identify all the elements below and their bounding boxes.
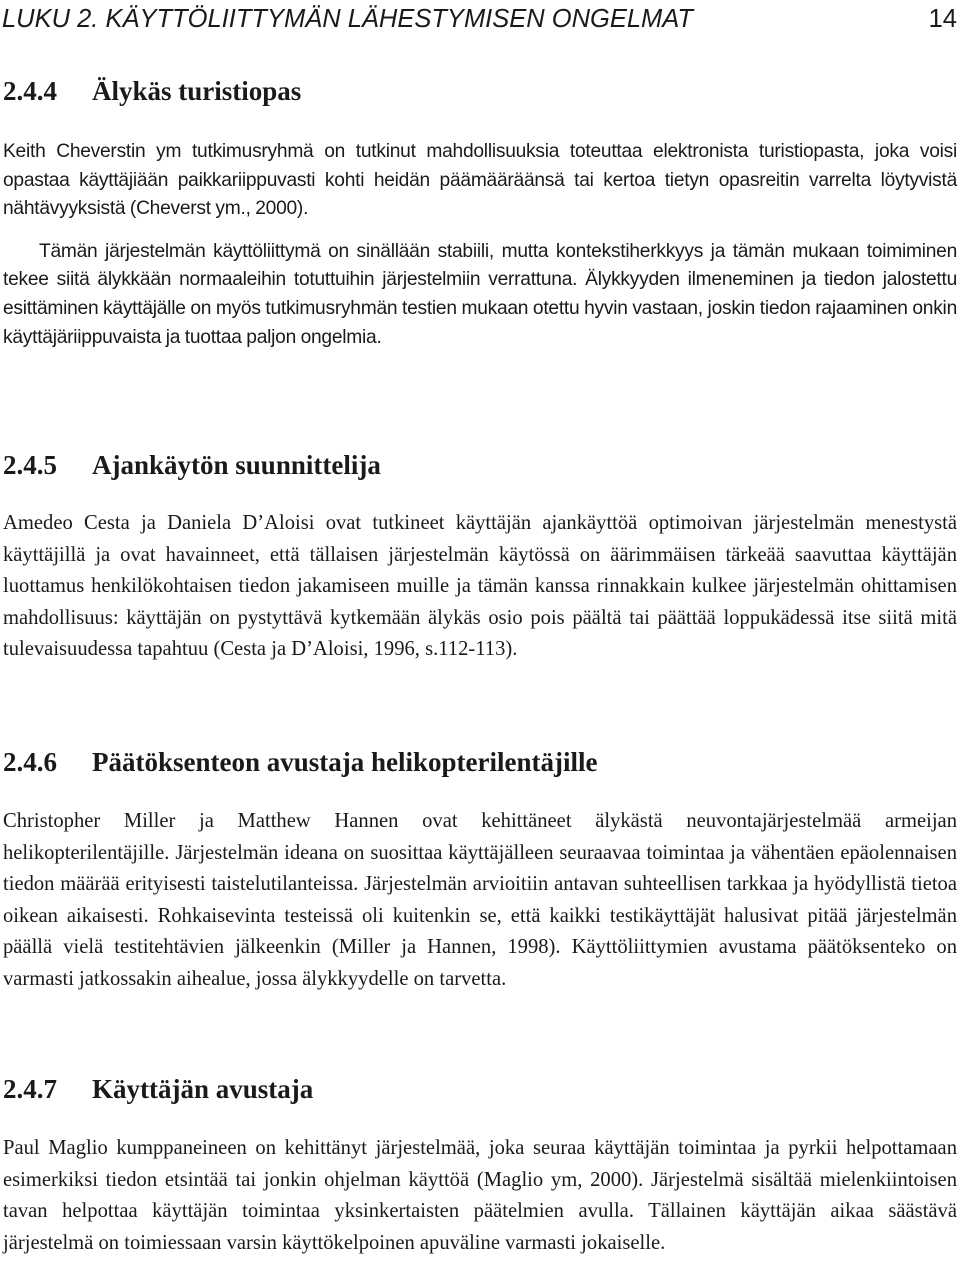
section-heading bbox=[3, 448, 957, 482]
section-number: 2.4.7 bbox=[3, 1074, 57, 1104]
paragraph: Paul Maglio kumppaneineen on kehittänyt järjestelmää, joka seuraa käyttäjän toimintaa ja pyrkii helpottamaan esimerkiksi tiedon etsintää tai jonkin ohjelman käyttöä (Maglio ym, 2000). Järjestelmä sisältää mielenkiintoisen tavan helpottaa käyttäjän toimintaa yksinkertaisten päätelmien avulla. Tällainen käyttäjän aikaa säästävä järjestelmä on toimiessaan varsin käyttökelpoinen apuväline varmasti jokaiselle. bbox=[3, 1137, 957, 1254]
section-2-4-6 bbox=[3, 745, 957, 995]
section-title: Ajankäytön suunnittelija bbox=[92, 450, 381, 480]
section-number: 2.4.4 bbox=[3, 76, 57, 106]
paragraph: Christopher Miller ja Matthew Hannen ovat kehittäneet älykästä neuvontajärjestelmää armeijan helikopterilentäjille. Järjestelmän ideana on suosittaa käyttäjälleen seuraavaa toimintaa ja vähentäen epäolennaisen tiedon määrää erityisesti taistelutilanteissa. Järjestelmän arvioitiin antavan suhteellisen tarkkaa ja hyödyllistä tietoa oikean aikaisesti. Rohkaisevinta testeissä oli kuitenkin se, että kaikki testikäyttäjät halusivat pitää järjestelmän päällä vielä testitehtävien jälkeenkin (Miller ja Hannen, 1998). Käyttöliittymien avustama päätöksenteko on varmasti jatkossakin aihealue, jossa älykkyydelle on tarvetta. bbox=[3, 810, 957, 990]
section-number: 2.4.5 bbox=[3, 450, 57, 480]
section-heading bbox=[3, 745, 957, 779]
section-2-4-4 bbox=[3, 74, 957, 352]
paragraph: Tämän järjestelmän käyttöliittymä on sinällään stabiili, mutta kontekstiherkkyys ja tämän mukaan toimiminen tekee siitä älykkään normaaleihin totuttuihin järjestelmiin verrattuna. Älykkyyden ilmeneminen ja tiedon jalostettu esittäminen käyttäjälle on myös tutkimusryhmän testien mukaan otettu hyvin vastaan, joskin tiedon rajaaminen onkin käyttäjäriippuvaista ja tuottaa paljon ongelmia. bbox=[3, 240, 957, 348]
section-number: 2.4.6 bbox=[3, 747, 57, 777]
paragraph: Amedeo Cesta ja Daniela D’Aloisi ovat tutkineet käyttäjän ajankäyttöä optimoivan järjestelmän menestystä käyttäjillä ja ovat havainneet, että tällaisen järjestelmän käytössä on äärimmäisen tärkeää saavuttaa käyttäjän luottamus henkilökohtaisen tiedon jakamiseen muille ja tämän kanssa rinnakkain kulkee järjestelmän ohittamisen mahdollisuus: käyttäjän on pystyttävä kytkemään älykäs osio pois päältä tai päättää loppukädessä itse siitä mitä tulevaisuudessa tapahtuu (Cesta ja D’Aloisi, 1996, s.112-113). bbox=[3, 512, 957, 660]
paragraph: Keith Cheverstin ym tutkimusryhmä on tutkinut mahdollisuuksia toteuttaa elektronista turistiopasta, joka voisi opastaa käyttäjiään paikkariippuvasti kohti heidän päämääräänsä tai kertoa tietyn opasreitin varrelta löytyvistä nähtävyyksistä (Cheverst ym., 2000). bbox=[3, 141, 957, 220]
section-title: Älykäs turistiopas bbox=[92, 76, 302, 106]
chapter-title: LUKU 2. KÄYTTÖLIITTYMÄN LÄHESTYMISEN ONGELMAT bbox=[2, 5, 693, 33]
section-2-4-7 bbox=[3, 1072, 957, 1259]
running-header bbox=[2, 2, 957, 36]
section-title: Päätöksenteon avustaja helikopterilentäjille bbox=[92, 747, 598, 777]
section-title: Käyttäjän avustaja bbox=[92, 1074, 314, 1104]
section-heading bbox=[3, 74, 957, 108]
page-number: 14 bbox=[928, 5, 957, 33]
section-heading bbox=[3, 1072, 957, 1106]
section-2-4-5 bbox=[3, 448, 957, 666]
